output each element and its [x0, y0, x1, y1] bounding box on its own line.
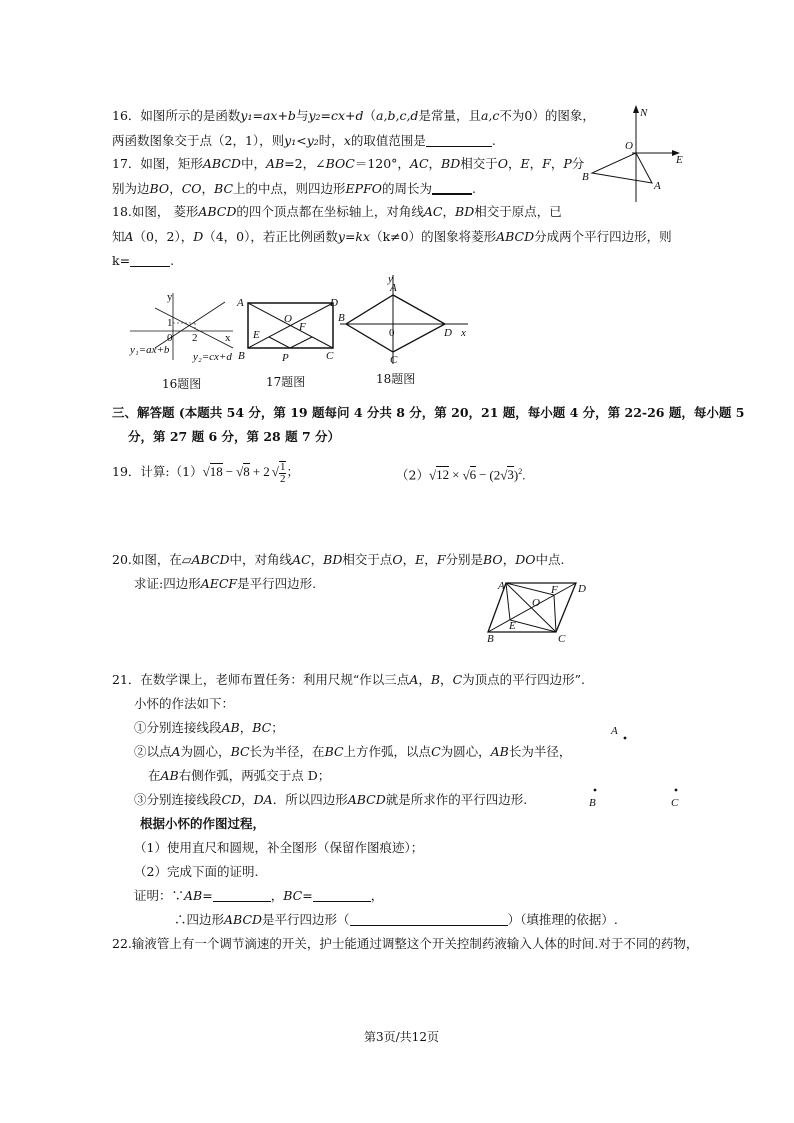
- fig17-caption: 17题图: [266, 375, 306, 389]
- q16-answer-blank[interactable]: [426, 134, 492, 147]
- q17-answer-blank[interactable]: [432, 181, 472, 195]
- q21-proof-2: ∴四边形ABCD是平行四边形（ ）（填推理的依据）.: [174, 912, 618, 927]
- fig20-c: C: [558, 633, 566, 645]
- compass-b: B: [582, 171, 589, 183]
- fig17-o: O: [284, 313, 292, 325]
- fig16-origin: 0: [167, 332, 173, 344]
- fig16-one: 1: [167, 317, 173, 329]
- fig20-o: O: [532, 597, 540, 609]
- fig18-origin: 0: [389, 327, 395, 339]
- fig18-x: x: [461, 327, 466, 339]
- q21-line6: 根据小怀的作图过程，: [140, 816, 266, 831]
- fig16-l2: y₂=cx+d: [193, 351, 232, 363]
- fig16-x: x: [225, 332, 231, 344]
- section3-heading-2: 分，第 27 题 6 分，第 28 题 7 分）: [128, 429, 340, 444]
- q18-line3: k= .: [112, 253, 175, 268]
- q21-points-figure[interactable]: [580, 720, 700, 815]
- fig18-c: C: [390, 354, 398, 366]
- q19-expressions: 19．计算:（1）√18 − √8 + 2 √ $\frac{1}{2}$ ；: [112, 461, 299, 486]
- q21-step2: ②以点A为圆心，BC长为半径，在BC上方作弧，以点C为圆心，AB长为半径，: [134, 744, 572, 759]
- q21-step2-cont: 在AB右侧作弧，两弧交于点 D；: [148, 768, 331, 783]
- fig16-two: 2: [192, 332, 198, 344]
- compass-e: E: [676, 154, 683, 166]
- q17-line1: 17．如图，矩形ABCD中，AB=2，∠BOC＝120°，AC，BD相交于O，E，F，P分: [112, 156, 585, 171]
- q21-line1: 21．在数学课上，老师布置任务：利用尺规“作以三点A，B，C为顶点的平行四边形”.: [112, 672, 586, 687]
- fig17-c: C: [326, 350, 334, 362]
- compass-figure: [570, 105, 690, 205]
- fig17-b: B: [238, 350, 245, 362]
- page-footer: 第3页/共12页: [364, 1030, 439, 1044]
- fig18-rhombus: [338, 272, 473, 368]
- q21-step1: ①分别连接线段AB，BC；: [134, 720, 284, 735]
- q21-step3: ③分别连接线段CD，DA．所以四边形ABCD就是所求作的平行四边形.: [134, 792, 528, 807]
- q20-line1: 20.如图，在▱ABCD中，对角线AC，BD相交于点O，E，F分别是BO，DO中点.: [112, 552, 565, 567]
- q21-proof-1: 证明：∵AB= ，BC= ，: [134, 888, 384, 903]
- compass-a: A: [654, 180, 661, 192]
- q22-line1: 22.输液管上有一个调节滴速的开关，护士能通过调整这个开关控制药液输入人体的时间.对于不同的药物，: [112, 936, 699, 951]
- q16-line1: 16．如图所示的是函数y₁=ax+b与y₂=cx+d（a,b,c,d是常量，且a,c不为0）的图象，: [112, 108, 595, 123]
- fig17-e: E: [253, 329, 260, 341]
- q21-bc-blank[interactable]: [313, 889, 371, 902]
- fig20-e: E: [509, 620, 516, 632]
- q21-line7: （1）使用直尺和圆规，补全图形（保留作图痕迹）；: [134, 840, 424, 855]
- fig17-d: D: [330, 297, 338, 309]
- fig18-b: B: [338, 312, 345, 324]
- fig17-a: A: [237, 297, 244, 309]
- fig20-parallelogram: [484, 578, 594, 648]
- q19-part2: $(2)√12 \times √6 - (2√3)^2$.: [396, 467, 526, 483]
- q17-line2: 别为边BO，CO，BC上的中点，则四边形EPFO的周长为 .: [112, 181, 476, 196]
- q18-line1: 18.如图， 菱形ABCD的四个顶点都在坐标轴上，对角线AC，BD相交于原点，已: [112, 204, 562, 219]
- q21-ab-blank[interactable]: [213, 889, 271, 902]
- q18-answer-blank[interactable]: [130, 254, 170, 267]
- fig18-caption: 18题图: [376, 372, 416, 386]
- q20-line2: 求证:四边形AECF是平行四边形.: [134, 576, 317, 591]
- q16-line2: 两函数图象交于点（2，1），则y₁<y₂时，x的取值范围是 .: [112, 133, 496, 148]
- compass-n: N: [640, 107, 648, 119]
- fig16-graph: [125, 290, 240, 365]
- fig20-d: D: [578, 583, 586, 595]
- q21-point-a: A: [611, 725, 618, 737]
- fig16-caption: 16题图: [162, 377, 202, 391]
- fig17-f: F: [299, 321, 306, 333]
- compass-o: O: [625, 140, 633, 152]
- fig18-d: D: [444, 327, 452, 339]
- fig18-a: A: [390, 282, 397, 294]
- fig17-p: P: [282, 352, 289, 364]
- fig18-y: y: [388, 273, 393, 285]
- fig20-b: B: [487, 633, 494, 645]
- q21-line2: 小怀的作法如下：: [134, 696, 235, 711]
- section3-heading-1: 三、解答题 (本题共 54 分，第 19 题每问 4 分共 8 分，第 20，21 题，每小题 4 分，第 22-26 题，每小题 5: [112, 405, 745, 420]
- q21-point-b: B: [589, 797, 596, 809]
- fig20-f: F: [551, 584, 558, 596]
- q21-line8: （2）完成下面的证明.: [134, 864, 259, 879]
- fig16-l1: y₁=ax+b: [130, 344, 170, 356]
- q18-line2: 知A（0，2），D（4，0），若正比例函数y=kx（k≠0）的图象将菱形ABCD分成两个平行四边形，则: [112, 229, 672, 244]
- fig17-rectangle: [236, 296, 346, 364]
- fig20-a: A: [498, 580, 505, 592]
- q21-reason-blank[interactable]: [350, 913, 508, 926]
- fig16-y: y: [167, 291, 173, 303]
- q21-point-c: C: [671, 797, 679, 809]
